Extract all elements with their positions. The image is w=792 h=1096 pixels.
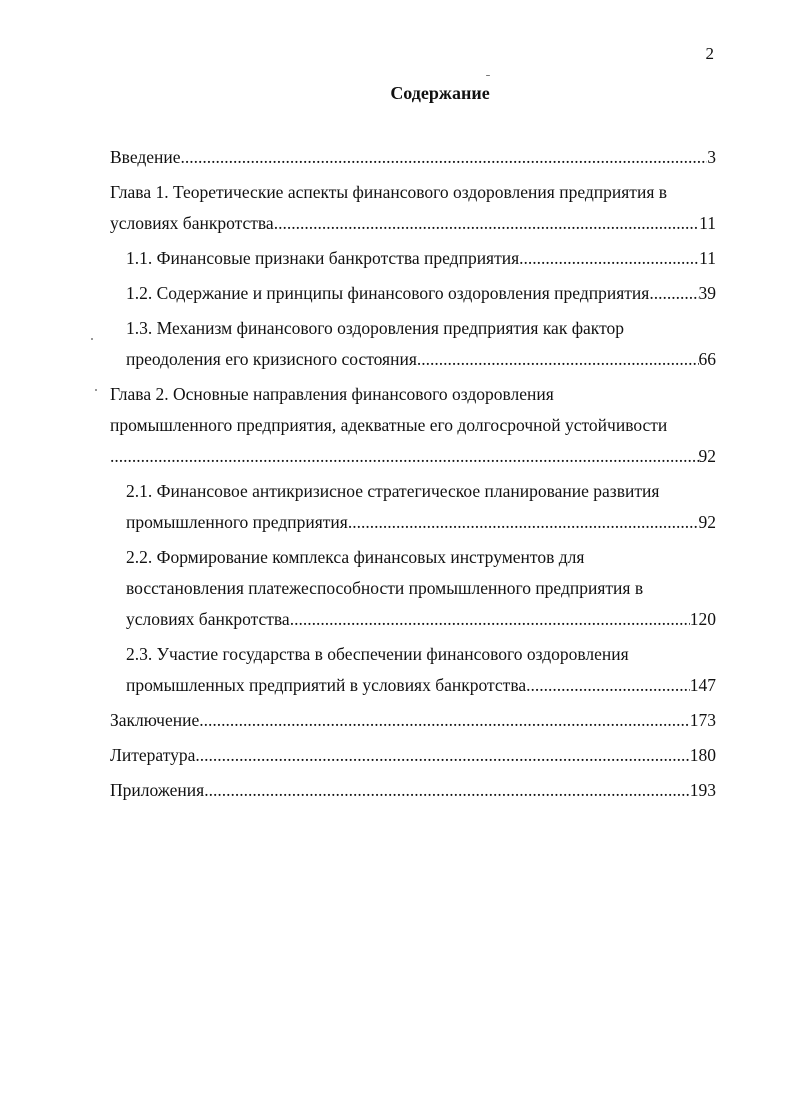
dot-leader (199, 705, 690, 736)
toc-entry-section-2-3[interactable] (110, 639, 716, 701)
toc-entry-title-line: 1.3. Механизм финансового оздоровления предприятия как фактор (126, 318, 624, 338)
toc-page-number: 193 (689, 780, 716, 800)
toc-entry-title: Заключение (110, 710, 200, 730)
scan-speck (95, 389, 97, 391)
dot-leader (290, 604, 690, 635)
toc-entry-title: Приложения (110, 780, 205, 800)
toc-page-number: 92 (698, 512, 716, 532)
toc-entry-title: Литература (110, 745, 196, 765)
dot-leader (274, 208, 699, 239)
scan-speck (91, 338, 93, 340)
dot-leader (204, 775, 690, 806)
dot-leader (526, 670, 690, 701)
toc-entry-conclusion[interactable] (110, 705, 716, 736)
dot-leader (195, 740, 689, 771)
dot-leader (649, 278, 698, 309)
toc-entry-title-line: промышленного предприятия, адекватные его долгосрочной устойчивости (110, 415, 668, 435)
toc-entry-title: промышленного предприятия (126, 512, 348, 532)
table-of-contents (110, 142, 716, 810)
toc-entry-section-1-2[interactable] (110, 278, 716, 309)
page-number: 2 (705, 44, 714, 63)
toc-page-number: 11 (699, 248, 716, 268)
toc-entry-section-2-2[interactable] (110, 542, 716, 635)
toc-page-number: 92 (698, 446, 716, 466)
toc-entry-title-line: Глава 2. Основные направления финансового оздоровления (110, 384, 554, 404)
toc-entry-section-2-1[interactable] (110, 476, 716, 538)
toc-entry-title-line: 2.1. Финансовое антикризисное стратегическое планирование развития (126, 481, 660, 501)
toc-entry-section-1-3[interactable] (110, 313, 716, 375)
scan-speck (486, 75, 490, 76)
toc-page-number: 66 (698, 349, 716, 369)
dot-leader (348, 507, 699, 538)
toc-page-number: 147 (689, 675, 716, 695)
toc-entry-appendices[interactable] (110, 775, 716, 806)
toc-entry-chapter-2[interactable] (110, 379, 716, 472)
toc-entry-section-1-1[interactable] (110, 243, 716, 274)
toc-entry-title: Введение (110, 147, 181, 167)
toc-page-number: 173 (689, 710, 716, 730)
toc-page-number: 180 (689, 745, 716, 765)
toc-entry-title: 1.1. Финансовые признаки банкротства предприятия (126, 248, 520, 268)
dot-leader (110, 441, 699, 472)
toc-entry-title-line: восстановления платежеспособности промышленного предприятия в (126, 578, 644, 598)
toc-entry-title-line: 2.3. Участие государства в обеспечении финансового оздоровления (126, 644, 629, 664)
toc-entry-introduction[interactable] (110, 142, 716, 173)
dot-leader (519, 243, 699, 274)
toc-page-number: 11 (699, 213, 716, 233)
dot-leader (181, 142, 708, 173)
toc-entry-title: 1.2. Содержание и принципы финансового оздоровления предприятия (126, 283, 650, 303)
toc-entry-literature[interactable] (110, 740, 716, 771)
toc-entry-title: условиях банкротства (126, 609, 290, 629)
toc-entry-title: преодоления его кризисного состояния (126, 349, 417, 369)
toc-entry-title-line: 2.2. Формирование комплекса финансовых инструментов для (126, 547, 585, 567)
toc-entry-chapter-1[interactable] (110, 177, 716, 239)
page-title: Содержание (390, 83, 490, 103)
toc-entry-title: условиях банкротства (110, 213, 274, 233)
toc-page-number: 39 (698, 283, 716, 303)
toc-entry-title-line: Глава 1. Теоретические аспекты финансового оздоровления предприятия в (110, 182, 668, 202)
toc-page-number: 120 (689, 609, 716, 629)
toc-page-number: 3 (707, 147, 716, 167)
toc-entry-title: промышленных предприятий в условиях банкротства (126, 675, 527, 695)
dot-leader (417, 344, 699, 375)
